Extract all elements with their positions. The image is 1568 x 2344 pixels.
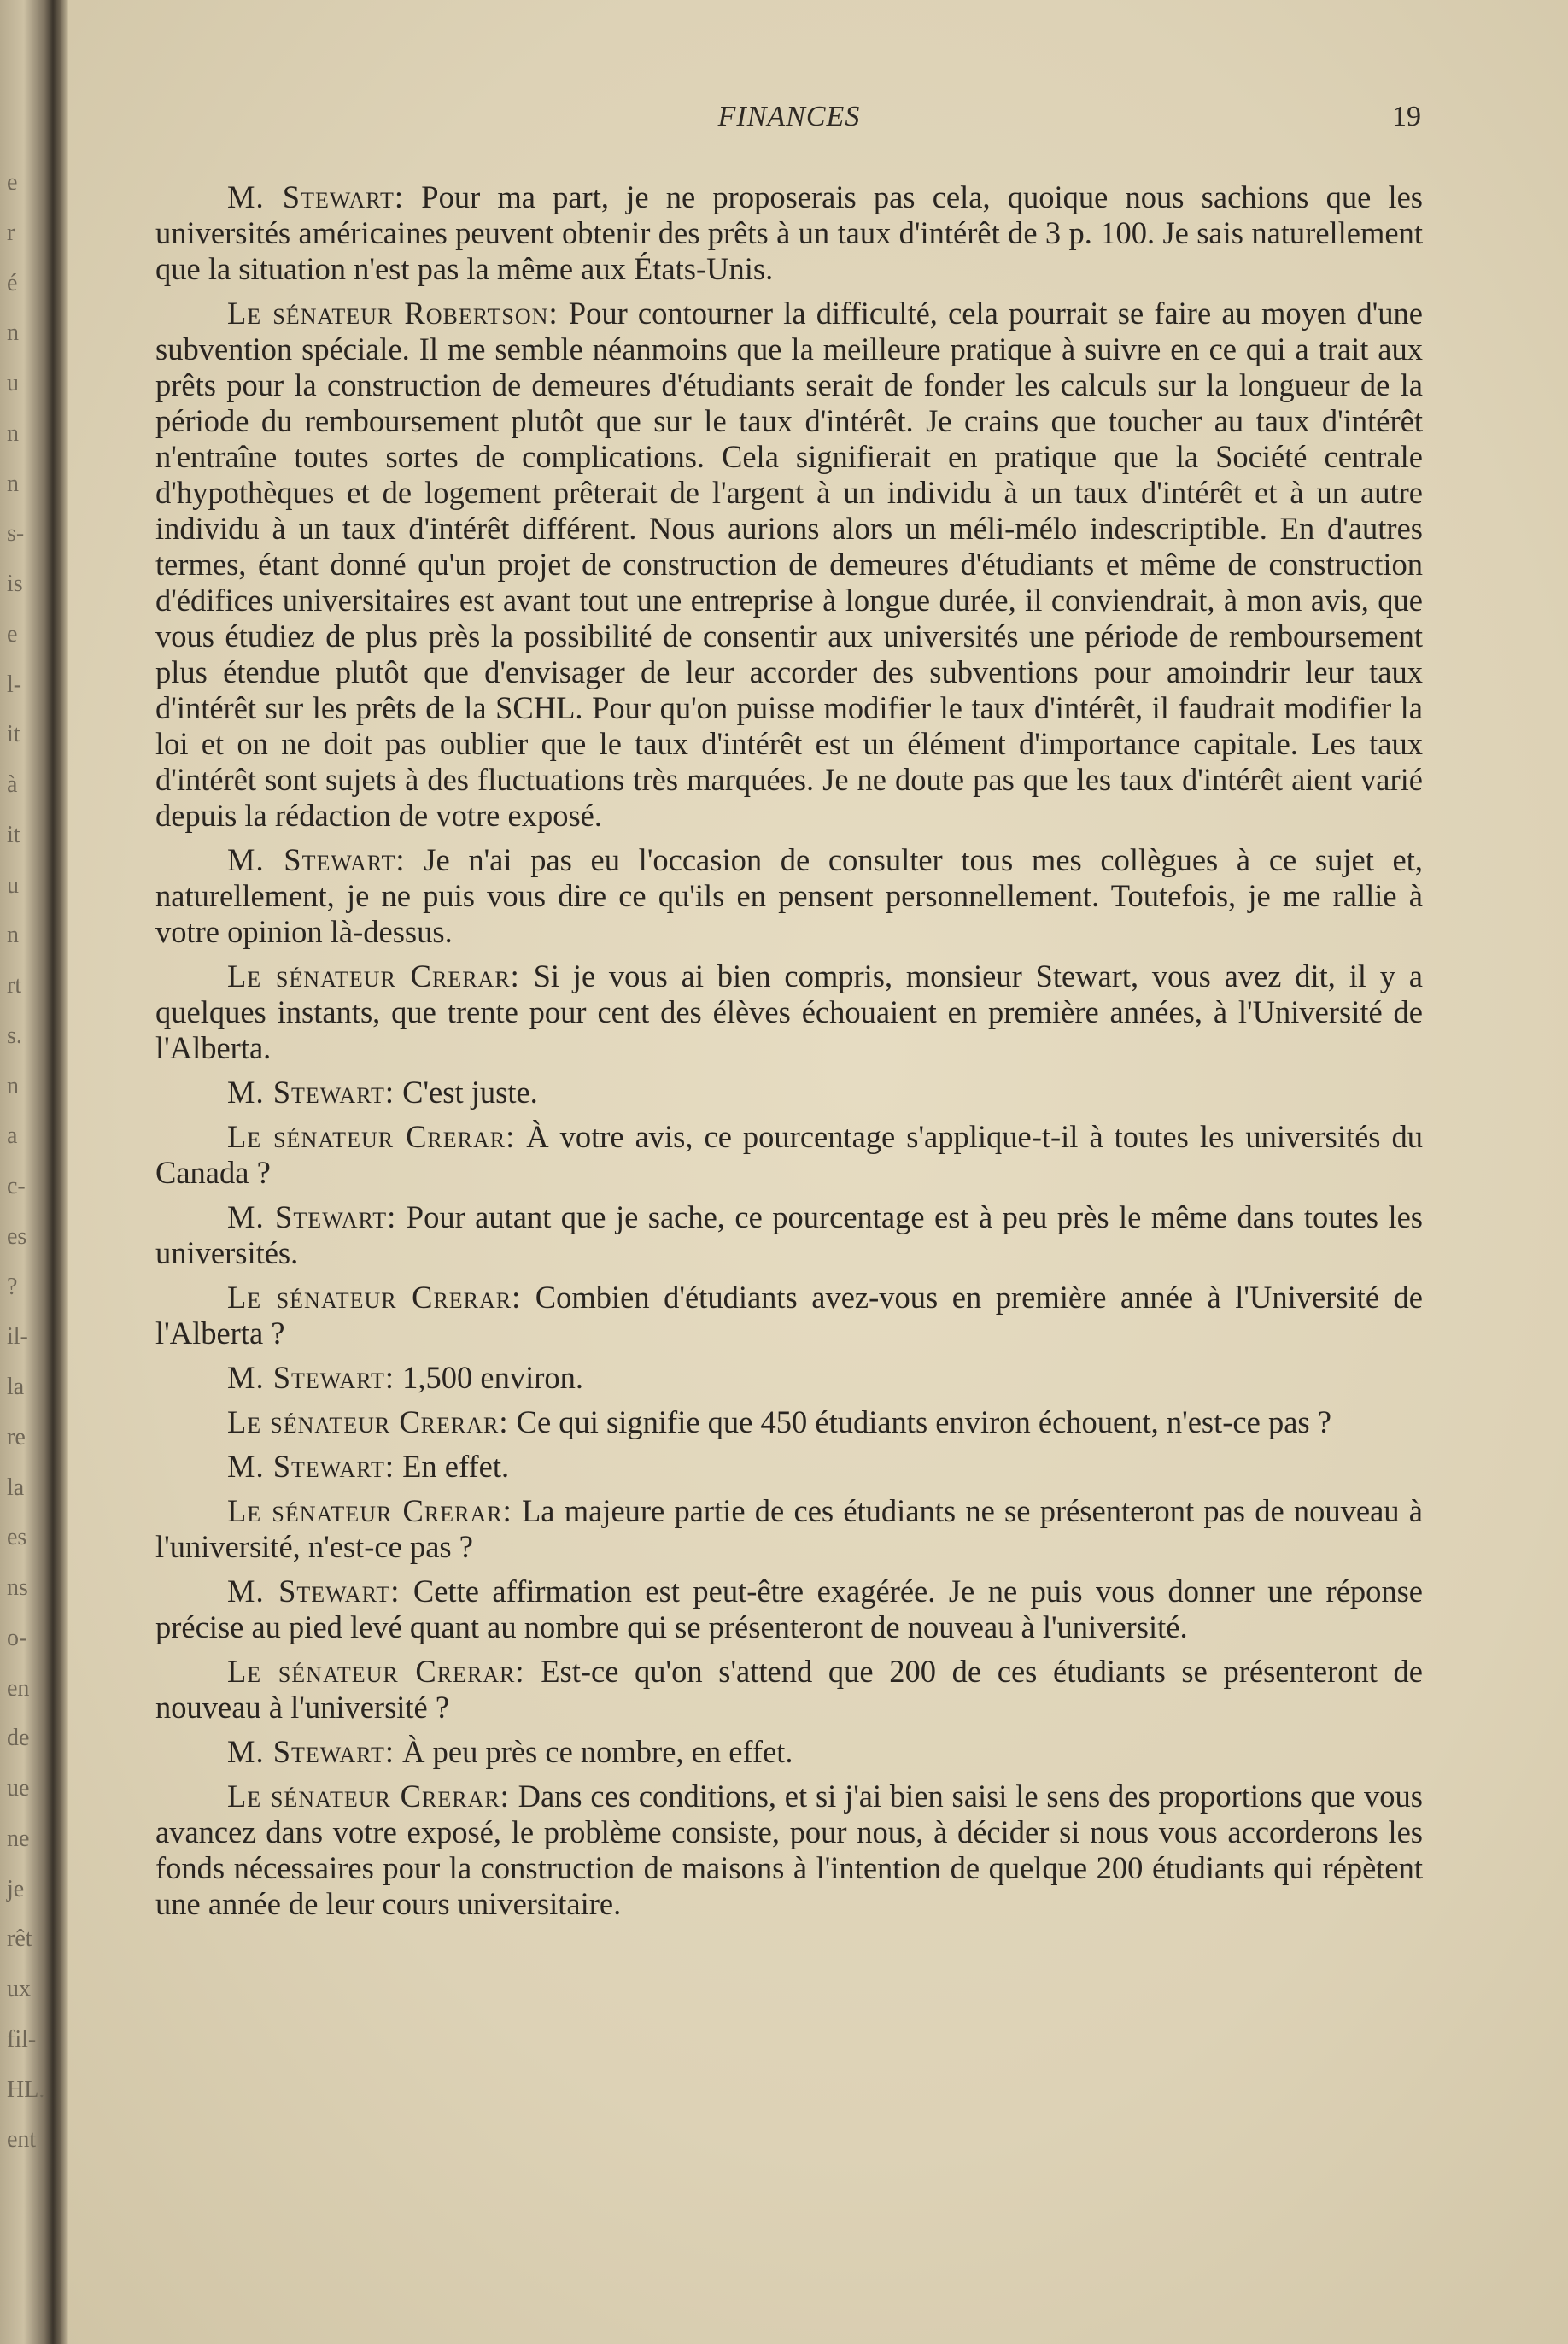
bleed-fragment: je bbox=[7, 1876, 25, 1902]
paragraph-text: Cette affirmation est peut-être exagérée. Je ne puis vous donner une réponse précise au pied levé quant au nombre qui se présenteront de nouveau à l'université. bbox=[155, 1573, 1423, 1644]
bleed-fragment: e bbox=[7, 621, 18, 648]
bleed-fragment: HL. bbox=[7, 2077, 45, 2103]
speaker-name: Le sénateur Crerar: bbox=[227, 1119, 516, 1154]
paragraph bbox=[155, 958, 1423, 1066]
paragraph bbox=[155, 1075, 1423, 1110]
speaker-name: M. Stewart: bbox=[227, 1360, 395, 1395]
speaker-name: Le sénateur Crerar: bbox=[227, 1779, 510, 1814]
speaker-name: M. Stewart: bbox=[227, 1075, 395, 1110]
margin-bleed-text bbox=[7, 169, 45, 2221]
paragraph-text: Dans ces conditions, et si j'ai bien saisi le sens des proportions que vous avancez dans votre exposé, le problème consiste, pour nous, à décider si nous vous accorderons les fonds nécessaires pour la construction de maisons à l'intention de quelque 200 étudiants qui répètent une année de leur cours universitaire. bbox=[155, 1779, 1423, 1921]
paragraph-text: Je n'ai pas eu l'occasion de consulter tous mes collègues à ce sujet et, naturellement, je ne puis vous dire ce qu'ils en pensent personnellement. Toutefois, je me rallie à votre opinion là-dessus. bbox=[155, 842, 1423, 949]
paragraph bbox=[155, 842, 1423, 950]
speaker-name: Le sénateur Crerar: bbox=[227, 1493, 512, 1528]
paragraph bbox=[155, 1404, 1423, 1440]
speaker-name: M. Stewart: bbox=[227, 842, 406, 877]
paragraph bbox=[155, 1449, 1423, 1485]
paragraph-text: La majeure partie de ces étudiants ne se présenteront pas de nouveau à l'université, n'est-ce pas ? bbox=[155, 1493, 1423, 1564]
bleed-fragment: e bbox=[7, 169, 18, 196]
speaker-name: M. Stewart: bbox=[227, 1199, 397, 1234]
page-header bbox=[157, 101, 1421, 144]
bleed-fragment: l- bbox=[7, 671, 22, 698]
bleed-fragment: c- bbox=[7, 1173, 26, 1199]
bleed-fragment: re bbox=[7, 1424, 26, 1450]
bleed-fragment: s. bbox=[7, 1023, 22, 1049]
paragraph bbox=[155, 1654, 1423, 1726]
speaker-name: M. Stewart: bbox=[227, 179, 405, 214]
bleed-fragment: a bbox=[7, 1122, 18, 1149]
bleed-fragment: ? bbox=[7, 1274, 18, 1300]
paragraph bbox=[155, 296, 1423, 834]
speaker-name: Le sénateur Crerar: bbox=[227, 1404, 509, 1439]
paragraph bbox=[155, 1779, 1423, 1922]
bleed-fragment: é bbox=[7, 270, 18, 296]
bleed-fragment: r bbox=[7, 220, 15, 246]
bleed-fragment: n bbox=[7, 1073, 19, 1099]
speaker-name: Le sénateur Robertson: bbox=[227, 296, 559, 331]
paragraph-text: 1,500 environ. bbox=[395, 1360, 584, 1395]
bleed-fragment: ns bbox=[7, 1574, 28, 1601]
bleed-fragment: ent bbox=[7, 2126, 37, 2153]
paragraph-text: Pour autant que je sache, ce pourcentage est à peu près le même dans toutes les universités. bbox=[155, 1199, 1423, 1270]
speaker-name: Le sénateur Crerar: bbox=[227, 1654, 525, 1689]
bleed-fragment: de bbox=[7, 1725, 30, 1751]
paragraph-text: En effet. bbox=[395, 1449, 510, 1484]
bleed-fragment: en bbox=[7, 1675, 30, 1702]
paragraph-text: Si je vous ai bien compris, monsieur Stewart, vous avez dit, il y a quelques instants, que trente pour cent des élèves échouaient en première années, à l'Université de l'Alberta. bbox=[155, 958, 1424, 1065]
paragraph-text: Combien d'étudiants avez-vous en première année à l'Université de l'Alberta ? bbox=[155, 1280, 1423, 1351]
paragraph bbox=[155, 1119, 1423, 1191]
bleed-fragment: ne bbox=[7, 1825, 30, 1852]
paragraph-text: Ce qui signifie que 450 étudiants environ échouent, n'est-ce pas ? bbox=[508, 1404, 1331, 1439]
bleed-fragment: it bbox=[7, 721, 20, 747]
speaker-name: Le sénateur Crerar: bbox=[227, 958, 520, 993]
running-title: FINANCES bbox=[717, 101, 861, 132]
bleed-fragment: fil- bbox=[7, 2026, 37, 2053]
bleed-fragment: n bbox=[7, 319, 19, 346]
bleed-fragment: ux bbox=[7, 1976, 31, 2002]
bleed-fragment: is bbox=[7, 571, 23, 597]
paragraph-text: C'est juste. bbox=[395, 1075, 538, 1110]
paragraph bbox=[155, 1199, 1423, 1271]
paragraph-text: Pour contourner la difficulté, cela pourrait se faire au moyen d'une subvention spéciale. Il me semble néanmoins que la meilleure pratique à suivre en ce qui a trait aux prêts pour la construction de demeures d'étudiants serait de fonder les calculs sur la longueur de la période du remboursement plutôt que sur le taux d'intérêt. Je crains que toucher au taux d'intérêt n'entraîne toutes sortes de complications. Cela signifierait en pratique que la Société centrale d'hypothèques et de logement prêterait de l'argent à un individu à un taux d'intérêt et à un autre individu à un taux d'intérêt différent. Nous aurions alors un méli-mélo indescriptible. En d'autres termes, étant donné qu'un projet de construction de demeures d'étudiants et même de construction d'édifices universitaires est avant tout une entreprise à longue durée, il conviendrait, à mon avis, que vous étudiez de plus près la possibilité de consentir aux universités une période de remboursement plus étendue plutôt que d'envisager de leur accorder des subventions pour amoindrir leur taux d'intérêt sur les prêts de la SCHL. Pour qu'on puisse modifier le taux d'intérêt, il faudrait modifier la loi et on ne doit pas oublier que le taux d'intérêt est un élément d'importance capitale. Les taux d'intérêt sont sujets à des fluctuations très marquées. Je ne doute pas que les taux d'intérêt aient varié depuis la rédaction de votre exposé. bbox=[155, 296, 1424, 833]
bleed-fragment: es bbox=[7, 1223, 27, 1250]
paragraph bbox=[155, 1573, 1423, 1645]
speaker-name: Le sénateur Crerar: bbox=[227, 1280, 522, 1315]
paragraph bbox=[155, 1360, 1423, 1396]
paragraph-text: Pour ma part, je ne proposerais pas cela, quoique nous sachions que les universités américaines peuvent obtenir des prêts à un taux d'intérêt de 3 p. 100. Je sais naturellement que la situation n'est pas la même aux États-Unis. bbox=[155, 179, 1423, 286]
bleed-fragment: n bbox=[7, 420, 19, 447]
bleed-fragment: it bbox=[7, 822, 20, 848]
bleed-fragment: rêt bbox=[7, 1925, 32, 1952]
speaker-name: M. Stewart: bbox=[227, 1734, 395, 1769]
speaker-name: M. Stewart: bbox=[227, 1573, 401, 1609]
bleed-fragment: n bbox=[7, 471, 19, 497]
bleed-fragment: il- bbox=[7, 1323, 28, 1350]
paragraph-text: Est-ce qu'on s'attend que 200 de ces étudiants se présenteront de nouveau à l'université ? bbox=[155, 1654, 1423, 1725]
paragraph bbox=[155, 1734, 1423, 1770]
bleed-fragment: u bbox=[7, 370, 19, 396]
paragraph bbox=[155, 1280, 1423, 1351]
speaker-name: M. Stewart: bbox=[227, 1449, 395, 1484]
bleed-fragment: es bbox=[7, 1524, 27, 1550]
bleed-fragment: ue bbox=[7, 1775, 30, 1802]
bleed-fragment: rt bbox=[7, 972, 22, 999]
bleed-fragment: à bbox=[7, 771, 18, 798]
body-text bbox=[155, 179, 1423, 1931]
bleed-fragment: o- bbox=[7, 1625, 27, 1651]
paragraph-text: À peu près ce nombre, en effet. bbox=[395, 1734, 793, 1769]
paragraph bbox=[155, 179, 1423, 287]
paragraph bbox=[155, 1493, 1423, 1565]
paragraph-text: À votre avis, ce pourcentage s'applique-t-il à toutes les universités du Canada ? bbox=[155, 1119, 1423, 1190]
bleed-fragment: s- bbox=[7, 520, 25, 547]
bleed-fragment: la bbox=[7, 1374, 25, 1400]
bleed-fragment: u bbox=[7, 872, 19, 899]
bleed-fragment: n bbox=[7, 922, 19, 948]
bleed-fragment: la bbox=[7, 1474, 25, 1501]
page-number: 19 bbox=[1392, 101, 1421, 132]
